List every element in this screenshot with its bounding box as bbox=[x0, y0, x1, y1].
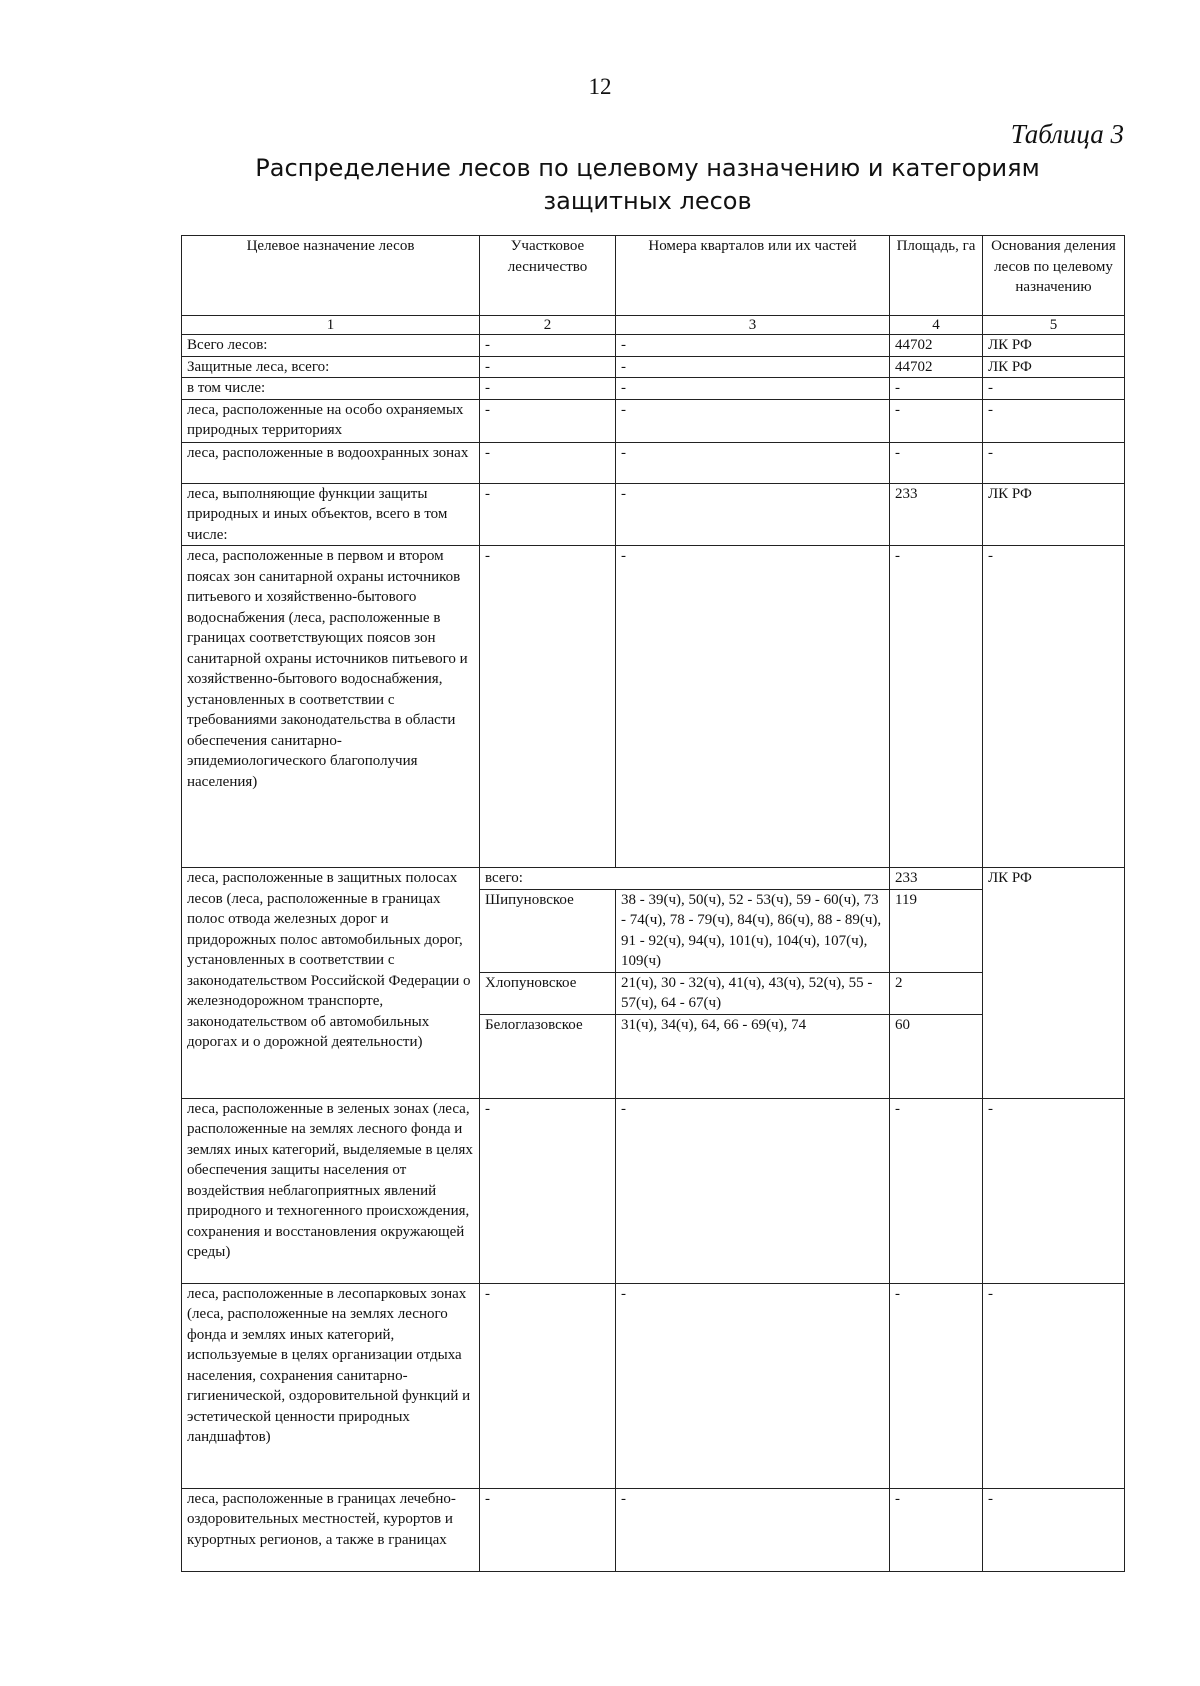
area-cell: - bbox=[890, 1283, 983, 1488]
area-cell: 44702 bbox=[890, 335, 983, 357]
table-row bbox=[182, 399, 1125, 442]
purpose-cell: леса, расположенные в первом и втором поясах зон санитарной охраны источников питьевого и хозяйственно-бытового водоснабжения (леса, расположенные в границах соответствующих поясов зон санитарной охраны источников питьевого и хозяйственно-бытового водоснабжения, установленных в соответствии с требованиями законодательства в области обеспечения санитарно-эпидемиологического благополучия населения) bbox=[182, 546, 480, 868]
area-cell: 119 bbox=[890, 889, 983, 972]
col-number: 1 bbox=[182, 316, 480, 335]
forestry-cell: - bbox=[480, 378, 616, 400]
forestry-cell: Хлопуновское bbox=[480, 972, 616, 1014]
table-title bbox=[170, 152, 1125, 218]
forest-distribution-table bbox=[181, 235, 1125, 1572]
purpose-cell: Защитные леса, всего: bbox=[182, 356, 480, 378]
quarters-cell: - bbox=[616, 442, 890, 483]
purpose-cell: леса, расположенные в лесопарковых зонах (леса, расположенные на землях лесного фонда и землях иных категорий, используемые в целях организации отдыха населения, сохранения санитарно-гигиенической, оздоровительной функций и эстетической ценности природных ландшафтов) bbox=[182, 1283, 480, 1488]
area-cell: - bbox=[890, 546, 983, 868]
basis-cell: ЛК РФ bbox=[983, 356, 1125, 378]
forestry-cell: Шипуновское bbox=[480, 889, 616, 972]
quarters-cell: - bbox=[616, 483, 890, 546]
quarters-cell: - bbox=[616, 546, 890, 868]
forestry-cell: - bbox=[480, 1488, 616, 1571]
title-line-1: Распределение лесов по целевому назначению и категориям bbox=[255, 154, 1040, 182]
area-cell: - bbox=[890, 1488, 983, 1571]
basis-cell: - bbox=[983, 1098, 1125, 1283]
table-row bbox=[182, 483, 1125, 546]
basis-cell: ЛК РФ bbox=[983, 483, 1125, 546]
table-row bbox=[182, 442, 1125, 483]
header-purpose: Целевое назначение лесов bbox=[182, 236, 480, 316]
header-basis: Основания деления лесов по целевому назначению bbox=[983, 236, 1125, 316]
quarters-cell: 31(ч), 34(ч), 64, 66 - 69(ч), 74 bbox=[616, 1014, 890, 1098]
basis-cell: - bbox=[983, 1283, 1125, 1488]
basis-cell: ЛК РФ bbox=[983, 868, 1125, 1099]
purpose-cell: в том числе: bbox=[182, 378, 480, 400]
quarters-cell: - bbox=[616, 378, 890, 400]
quarters-cell: - bbox=[616, 1098, 890, 1283]
quarters-cell: 21(ч), 30 - 32(ч), 41(ч), 43(ч), 52(ч), 55 - 57(ч), 64 - 67(ч) bbox=[616, 972, 890, 1014]
area-cell: 233 bbox=[890, 868, 983, 890]
quarters-cell: - bbox=[616, 335, 890, 357]
purpose-cell: леса, выполняющие функции защиты природных и иных объектов, всего в том числе: bbox=[182, 483, 480, 546]
forestry-cell: - bbox=[480, 399, 616, 442]
total-label-cell: всего: bbox=[480, 868, 890, 890]
quarters-cell: - bbox=[616, 1488, 890, 1571]
title-line-2: защитных лесов bbox=[543, 187, 752, 215]
forestry-cell: - bbox=[480, 442, 616, 483]
basis-cell: - bbox=[983, 442, 1125, 483]
area-cell: - bbox=[890, 378, 983, 400]
quarters-cell: - bbox=[616, 356, 890, 378]
purpose-cell: Всего лесов: bbox=[182, 335, 480, 357]
col-number: 4 bbox=[890, 316, 983, 335]
header-row bbox=[182, 236, 1125, 316]
forestry-cell: - bbox=[480, 546, 616, 868]
forestry-cell: - bbox=[480, 335, 616, 357]
table-row bbox=[182, 335, 1125, 357]
area-cell: - bbox=[890, 1098, 983, 1283]
table-row bbox=[182, 378, 1125, 400]
quarters-cell: 38 - 39(ч), 50(ч), 52 - 53(ч), 59 - 60(ч), 73 - 74(ч), 78 - 79(ч), 84(ч), 86(ч), 88 - 89(ч), 91 - 92(ч), 94(ч), 101(ч), 104(ч), 107(ч), 109(ч) bbox=[616, 889, 890, 972]
area-cell: 44702 bbox=[890, 356, 983, 378]
forestry-cell: - bbox=[480, 1283, 616, 1488]
basis-cell: - bbox=[983, 378, 1125, 400]
forestry-cell: - bbox=[480, 483, 616, 546]
table-row bbox=[182, 546, 1125, 868]
page-number: 12 bbox=[588, 74, 612, 99]
area-cell: - bbox=[890, 442, 983, 483]
quarters-cell: - bbox=[616, 399, 890, 442]
basis-cell: ЛК РФ bbox=[983, 335, 1125, 357]
purpose-cell: леса, расположенные в зеленых зонах (леса, расположенные на землях лесного фонда и землях иных категорий, выделяемые в целях обеспечения защиты населения от воздействия неблагоприятных явлений природного и техногенного происхождения, сохранения и восстановления окружающей среды) bbox=[182, 1098, 480, 1283]
quarters-cell: - bbox=[616, 1283, 890, 1488]
header-forestry: Участковое лесничество bbox=[480, 236, 616, 316]
forestry-cell: Белоглазовское bbox=[480, 1014, 616, 1098]
area-cell: - bbox=[890, 399, 983, 442]
header-area: Площадь, га bbox=[890, 236, 983, 316]
basis-cell: - bbox=[983, 546, 1125, 868]
table-row bbox=[182, 1098, 1125, 1283]
table-row-protective-strips bbox=[182, 868, 1125, 890]
table-row bbox=[182, 356, 1125, 378]
column-number-row bbox=[182, 316, 1125, 335]
purpose-cell: леса, расположенные в защитных полосах лесов (леса, расположенные в границах полос отвода железных дорог и придорожных полос автомобильных дорог, установленных в соответствии с законодательством Российской Федерации о железнодорожном транспорте, законодательством об автомобильных дорогах и о дорожной деятельности) bbox=[182, 868, 480, 1099]
area-cell: 60 bbox=[890, 1014, 983, 1098]
purpose-cell: леса, расположенные в границах лечебно-оздоровительных местностей, курортов и курортных регионов, а также в границах bbox=[182, 1488, 480, 1571]
basis-cell: - bbox=[983, 399, 1125, 442]
area-cell: 2 bbox=[890, 972, 983, 1014]
header-quarters: Номера кварталов или их частей bbox=[616, 236, 890, 316]
basis-cell: - bbox=[983, 1488, 1125, 1571]
table-row bbox=[182, 1488, 1125, 1571]
table-row bbox=[182, 1283, 1125, 1488]
table-label: Таблица 3 bbox=[1010, 119, 1124, 149]
forestry-cell: - bbox=[480, 1098, 616, 1283]
col-number: 3 bbox=[616, 316, 890, 335]
col-number: 2 bbox=[480, 316, 616, 335]
purpose-cell: леса, расположенные в водоохранных зонах bbox=[182, 442, 480, 483]
col-number: 5 bbox=[983, 316, 1125, 335]
forestry-cell: - bbox=[480, 356, 616, 378]
purpose-cell: леса, расположенные на особо охраняемых природных территориях bbox=[182, 399, 480, 442]
area-cell: 233 bbox=[890, 483, 983, 546]
